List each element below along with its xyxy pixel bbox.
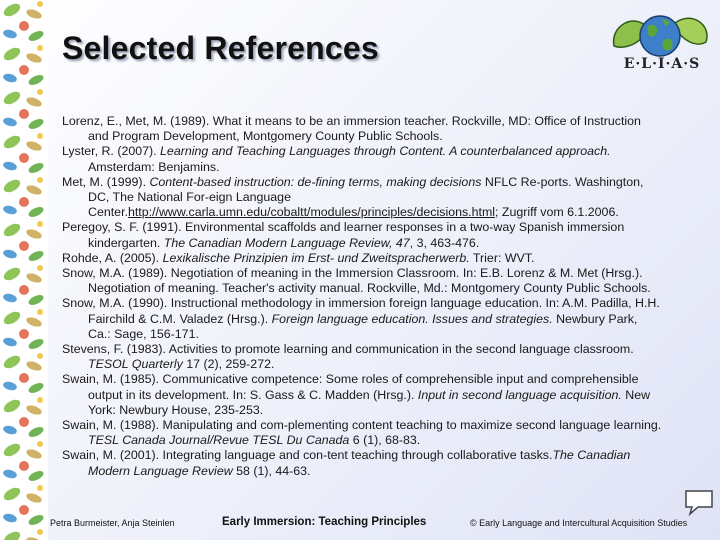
reference-text: New York: Newbury House, 235-253. xyxy=(88,387,651,417)
reference-text: ; Zugriff vom 6.1.2006. xyxy=(495,205,619,220)
reference-text: Rohde, A. (2005). xyxy=(62,250,163,265)
reference-text: Swain, M. (1988). Manipulating and com-plementing content teaching to maximize second language learning. xyxy=(62,418,662,433)
reference-text: Lorenz, E., Met, M. (1989). What it means to be an immersion teacher. Rockville, MD: Office of Instruction and Program Development, Montgomery County Public Schools. xyxy=(62,114,641,144)
reference-list xyxy=(62,114,662,479)
reference-item xyxy=(62,175,662,221)
reference-text: Swain, M. (2001). Integrating language and con-tent teaching through collaborative tasks. xyxy=(62,448,553,463)
reference-item xyxy=(62,220,662,250)
reference-italic-text: Foreign language education. Issues and strategies. xyxy=(271,311,553,326)
reference-text: Met, M. (1999). xyxy=(62,174,150,189)
reference-item xyxy=(62,448,662,478)
speech-bubble-icon xyxy=(682,487,716,517)
footer-title: Early Immersion: Teaching Principles xyxy=(222,516,427,528)
reference-italic-text: Learning and Teaching Languages through Content. A counterbalanced approach. xyxy=(160,144,611,159)
reference-item xyxy=(62,418,662,448)
reference-text: Peregoy, S. F. (1991). Environmental scaffolds and learner responses in a two-way Spanish immersion kindergarten. xyxy=(62,220,625,250)
reference-italic-text: Content-based instruction: de-fining terms, making decisions xyxy=(149,174,482,189)
reference-italic-text: The Canadian Modern Language Review xyxy=(88,448,631,478)
reference-text: Snow, M.A. (1989). Negotiation of meaning in the Immersion Classroom. In: E.B. Lorenz & M. Met (Hrsg.). Negotiation of meaning. Teacher's activity manual. Rockville, Md.: Montgomery County Public Schools. xyxy=(62,266,651,296)
reference-text: , 3, 463-476. xyxy=(409,235,480,250)
footer-authors: Petra Burmeister, Anja Steinlen xyxy=(50,518,175,528)
reference-item xyxy=(62,144,662,174)
reference-italic-text: TESOL Quarterly xyxy=(88,357,183,372)
reference-text: 17 (2), 259-272. xyxy=(182,357,275,372)
footer-copyright: © Early Language and Intercultural Acquisition Studies xyxy=(470,518,688,528)
reference-italic-text: The Canadian Modern Language Review, 47 xyxy=(163,235,410,250)
reference-item xyxy=(62,251,662,266)
reference-italic-text: Input in second language acquisition. xyxy=(417,387,622,402)
reference-text: 6 (1), 68-83. xyxy=(349,433,421,448)
reference-item xyxy=(62,372,662,418)
reference-text: Newbury Park, Ca.: Sage, 156-171. xyxy=(88,311,638,341)
reference-text: Swain, M. (1985). Communicative competence: Some roles of comprehensible input and comprehensible output in its development. In: S. Gass & C. Madden (Hrsg.). xyxy=(62,372,639,402)
reference-text: 58 (1), 44-63. xyxy=(232,463,311,478)
reference-text: Stevens, F. (1983). Activities to promote learning and communication in the second language classroom. xyxy=(62,342,634,357)
logo-text: E·L·I·A·S xyxy=(623,56,701,72)
reference-text: Lyster, R. (2007). xyxy=(62,144,161,159)
reference-text: Amsterdam: Benjamins. xyxy=(88,159,220,174)
reference-item xyxy=(62,342,662,372)
reference-link[interactable]: http://www.carla.umn.edu/cobaltt/modules/principles/decisions.html xyxy=(127,205,496,220)
reference-text: Trier: WVT. xyxy=(469,250,535,265)
reference-italic-text: Lexikalische Prinzipien im Erst- und Zweitspracherwerb. xyxy=(162,250,470,265)
reference-text: NFLC Re-ports. Washington, DC, The National For-eign Language Center. xyxy=(88,174,644,220)
page-title: Selected References xyxy=(62,30,379,66)
decorative-border xyxy=(0,0,48,540)
reference-item xyxy=(62,114,662,144)
reference-italic-text: TESL Canada Journal/Revue TESL Du Canada xyxy=(88,433,350,448)
reference-text: Snow, M.A. (1990). Instructional methodology in immersion foreign language education. In: A.M. Padilla, H.H. Fairchild & C.M. Valadez (Hrsg.). xyxy=(62,296,660,326)
reference-item xyxy=(62,296,662,342)
reference-item xyxy=(62,266,662,296)
